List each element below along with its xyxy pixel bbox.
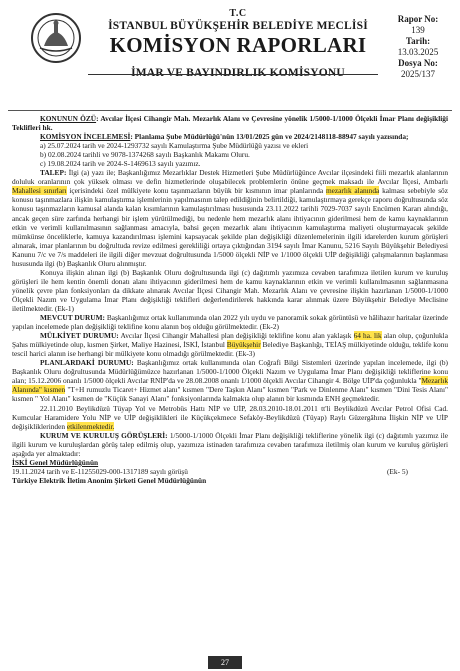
mulkiyet-label: MÜLKİYET DURUMU: (40, 331, 119, 341)
planlar-text-2: "T+H rumuzlu Ticaret+ Hizmet alanı" kısmen "Dere Taşkın Alanı" kısmen "Park ve Dinlenme Alanı" kısmen "Dini Tesis Alanı" kısmen " Yol Alanı" kısmen de "Küçük Sanayi Alanı" fonksiyonlarında kalmakta olup alanın bir kısmında ENH geçmektedir. (12, 385, 449, 404)
iski-line (12, 467, 448, 476)
talep-text-3: kalması sebebiyle söz konusu taşınmazlara ilişkin kamulaştırma işlemlerinin yapılmasının talep edildiğinin belirtildiği, kamulaştırmaya gerekçe raporu doğrultusunda söz konusu taşınmazların kamusal alanda kalan kısımlarının kamulaştırılması hususunda 23.11.2022 tarihli 7029-7037 sayılı Encümen Kararı alındığı, ancak geçen süre zarfında herhangi bir işlem yürütülmediği, bu nedenle hem mezarlık alanı ihtiyacının giderilmesi hem de kamu kaynaklarının etkin ve verimli kullanılmasının sağlanması amacıyla, bahsi geçen mezarlık alanı ihtiyacının kamulaştırma maliyeti oluşturmayacak şekilde mümkünse önceliklerle, kamuya kazandırılması işlemini kapsayacak şekilde plan değişikliği düzenlemelerinin ilgili idarelerden kurum görüşleri alınarak, imar planlarının bu doğrultuda revize edilmesi gerekliliği ortaya çıktığından 3194 sayılı İmar Kanunu, 5216 Sayılı Büyükşehir Belediyesi Kanunu 7/c ve 7/s maddeleri ile ilgili diğer mevzuat doğrultusunda 1/5000 ölçekli NİP ve 1/1000 ölçekli UİP değişikliği çalışmalarının başlanması hususunda ilgi (b) Başkanlık Oluru alınmıştır. (12, 186, 448, 268)
planlar-text-1: Başkanlığımız ortak kullanımında olan Coğrafi Bilgi Sistemleri üzerinde yapılan incelemede, ilgi (b) Başkanlık Oluru doğrultusunda Müdürlüğümüzce hazırlanan 1/5000-1/1000 Ölçekli Nazım ve Uygulama İmar Planı değişikliği tekliflerine konu alan; 15.12.2006 onanlı 1/5000 ölçekli Avcılar RNİP'da ve 28.08.2008 onanlı 1/1000 ölçekli Avcılar Cihangir 4. Bölge UİP'da çoğunlukla " (12, 358, 449, 386)
mulkiyet-text-1: Avcılar İlçesi Cihangir Mahallesi plan değişikliği teklifine konu alan yaklaşık (120, 331, 352, 341)
page-number: 27 (208, 656, 242, 669)
planlar-text-3: 22.11.2010 Beylikdüzü Tüyap Yol ve Metrobüs Hattı NİP ve UİP, 28.03.2010-18.01.2011 tt'li Beylikdüzü Avcılar Petrol Ofisi Cad. Kumcular Haramidere Yolu NİP ve UİP değişiklikleri ile Küçükçekmece Sefaköy-Beylikdüzü (Tüyap) Raylı Güzergâhına İlişkin NİP ve UİP değişikliklerinden (12, 403, 448, 431)
inceleme-label: KOMİSYON İNCELEMESİ (40, 132, 131, 142)
ref-a: a) 25.07.2024 tarih ve 2024-1293732 sayılı Kamulaştırma Şube Müdürlüğü yazısı ve ekleri (40, 141, 309, 151)
kurum-paragraph (12, 431, 448, 458)
konu-label: KONUNUN ÖZÜ (40, 114, 97, 123)
talep-text-2: içerisindeki özel mülkiyete konu taşınmazların büyük bir kısmının imar planlarında (69, 186, 324, 196)
municipality-name: İSTANBUL BÜYÜKŞEHİR BELEDİYE MECLİSİ (108, 20, 368, 32)
mulkiyet-highlight-1: 64 ha. lik (353, 331, 382, 341)
talep-paragraph-2: Konuya ilişkin alınan ilgi (b) Başkanlık Oluru doğrultusunda ilgi (c) dağıtımlı yazımıza cevaben tarafımıza iletilen kurum ve kuruluş görüşleri ile hem kentin önemli donatı alanı ihtiyacının giderilmesi hem de kamu kaynaklarının etkin ve verimli kullanılmasının sağlanmasına yönelik çevre plan fonksiyonları da dikkate alınarak Avcılar İlçesi Cihangir Mah. Mezarlık Alanı ve çevresine ilişkin hazırlanan 1/5000-1/1000 Ölçekli Nazım ve Uygulama İmar Planı değişikliği teklifleri değerlendirilerek hakkında karar alınmak üzere Büyükşehir Belediye Meclisine iletilmektedir. (Ek-1) (12, 267, 448, 313)
report-title: KOMİSYON RAPORLARI (109, 33, 367, 57)
inceleme-paragraph (12, 132, 448, 141)
planlar-highlight-2: etkilenmektedir. (66, 421, 115, 431)
inceleme-text: : Planlama Şube Müdürlüğü'nün 13/01/2025 gün ve 2024/2148118-88947 sayılı yazısında; (130, 132, 409, 142)
talep-paragraph (12, 168, 448, 268)
rapor-no-value: 139 (411, 25, 425, 35)
tarih-value: 13.03.2025 (397, 47, 439, 57)
ibb-logo-icon (30, 12, 82, 64)
dosya-no-label: Dosya No: (398, 58, 438, 68)
rapor-no-label: Rapor No: (397, 14, 439, 24)
talep-label: TALEP: (40, 168, 67, 178)
report-meta (380, 14, 456, 80)
body-divider (8, 110, 452, 111)
mevcut-text: Başkanlığımız ortak kullanımında olan 2022 yılı uydu ve panoramik sokak görüntüsü ve hâlihazır haritalar üzerinde yapılan incelemede plan değişikliği teklifine konu alanın boş olduğu görülmektedir. (Ek-2) (12, 313, 448, 332)
talep-highlight-1: Mahallesi sınırları (12, 186, 67, 196)
report-body (12, 114, 448, 485)
mulkiyet-paragraph (12, 331, 448, 358)
ref-b: b) 02.08.2024 tarihli ve 9078-1374268 sayılı Başkanlık Makamı Oluru. (40, 150, 250, 160)
konu-text: : Avcılar İlçesi Cihangir Mah. Mezarlık Alanı ve Çevresine yönelik 1/5000-1/1000 Ölçekli İmar Planı değişikliği Teklifleri hk. (12, 114, 448, 133)
konu-paragraph (12, 114, 448, 132)
iski-title: İSKİ Genel Müdürlüğünün (12, 457, 99, 467)
ref-c: c) 19.08.2024 tarih ve 2024-S-1469613 sayılı yazımız. (40, 159, 201, 169)
iski-ek: (Ek- 5) (386, 466, 408, 476)
kurum-text: 1/5000-1/1000 Ölçekli İmar Planı değişikliği tekliflerine yönelik ilgi (c) dağıtımlı yazımız ile ilgili kurum ve kuruluşlardan görüş talep edilmiş olup, yazımıza istinaden tarafımıza cevaben tarafımıza iletilmiş olan kurum ve kuruluş görüşleri aşağıda yer almaktadır: (12, 430, 449, 458)
report-header (0, 0, 460, 112)
planlar-paragraph-2 (12, 404, 448, 431)
talep-highlight-2: mezarlık alanında (325, 186, 380, 196)
commission-name: İMAR VE BAYINDIRLIK KOMİSYONU (131, 67, 345, 79)
mulkiyet-highlight-2: Büyükşehir (226, 340, 261, 350)
mulkiyet-text-2: alan olup, çoğunlukla Şahıs mülkiyetinde olup, kısmen Şirket, Maliye Hazinesi, İSKİ, İstanbul (12, 331, 448, 350)
iski-text: 19.11.2024 tarih ve E-11255029-000-1317189 sayılı görüşü (12, 466, 188, 476)
tc-label: T.C (229, 8, 247, 19)
kurum-label: KURUM VE KURULUŞ GÖRÜŞLERİ: (40, 430, 168, 440)
planlar-paragraph (12, 358, 448, 403)
mulkiyet-text-3: Belediye Başkanlığı, TEİAŞ mülkiyetinde olduğu, teklife konu tescil harici alanın ise herhangi bir mülkiyete konu olmadığı görülmektedir. (Ek-3) (12, 340, 448, 359)
mevcut-label: MEVCUT DURUM: (40, 313, 105, 323)
header-divider (88, 74, 378, 75)
dosya-no-value: 2025/137 (400, 69, 435, 79)
tarih-label: Tarih: (405, 36, 431, 46)
planlar-label: PLANLARDAKİ DURUMU: (40, 358, 134, 368)
planlar-highlight: Mezarlık Alanında" kısmen (12, 376, 448, 395)
talep-text-1: İlgi (a) yazı ile; Başkanlığımız Mezarlıklar Destek Hizmetleri Şube Müdürlüğünce Avcılar ilçesindeki fiili mezarlık alanlarının doluluk oranlarının çok yüksek olması ve defin hizmetlerinde oluşabilecek problemlerin önüne geçmek maksadı ile Avcılar İlçesi, Ambarlı (12, 168, 448, 187)
mevcut-paragraph (12, 313, 448, 331)
teias-title: Türkiye Elektrik İletim Anonim Şirketi Genel Müdürlüğünün (12, 475, 207, 485)
